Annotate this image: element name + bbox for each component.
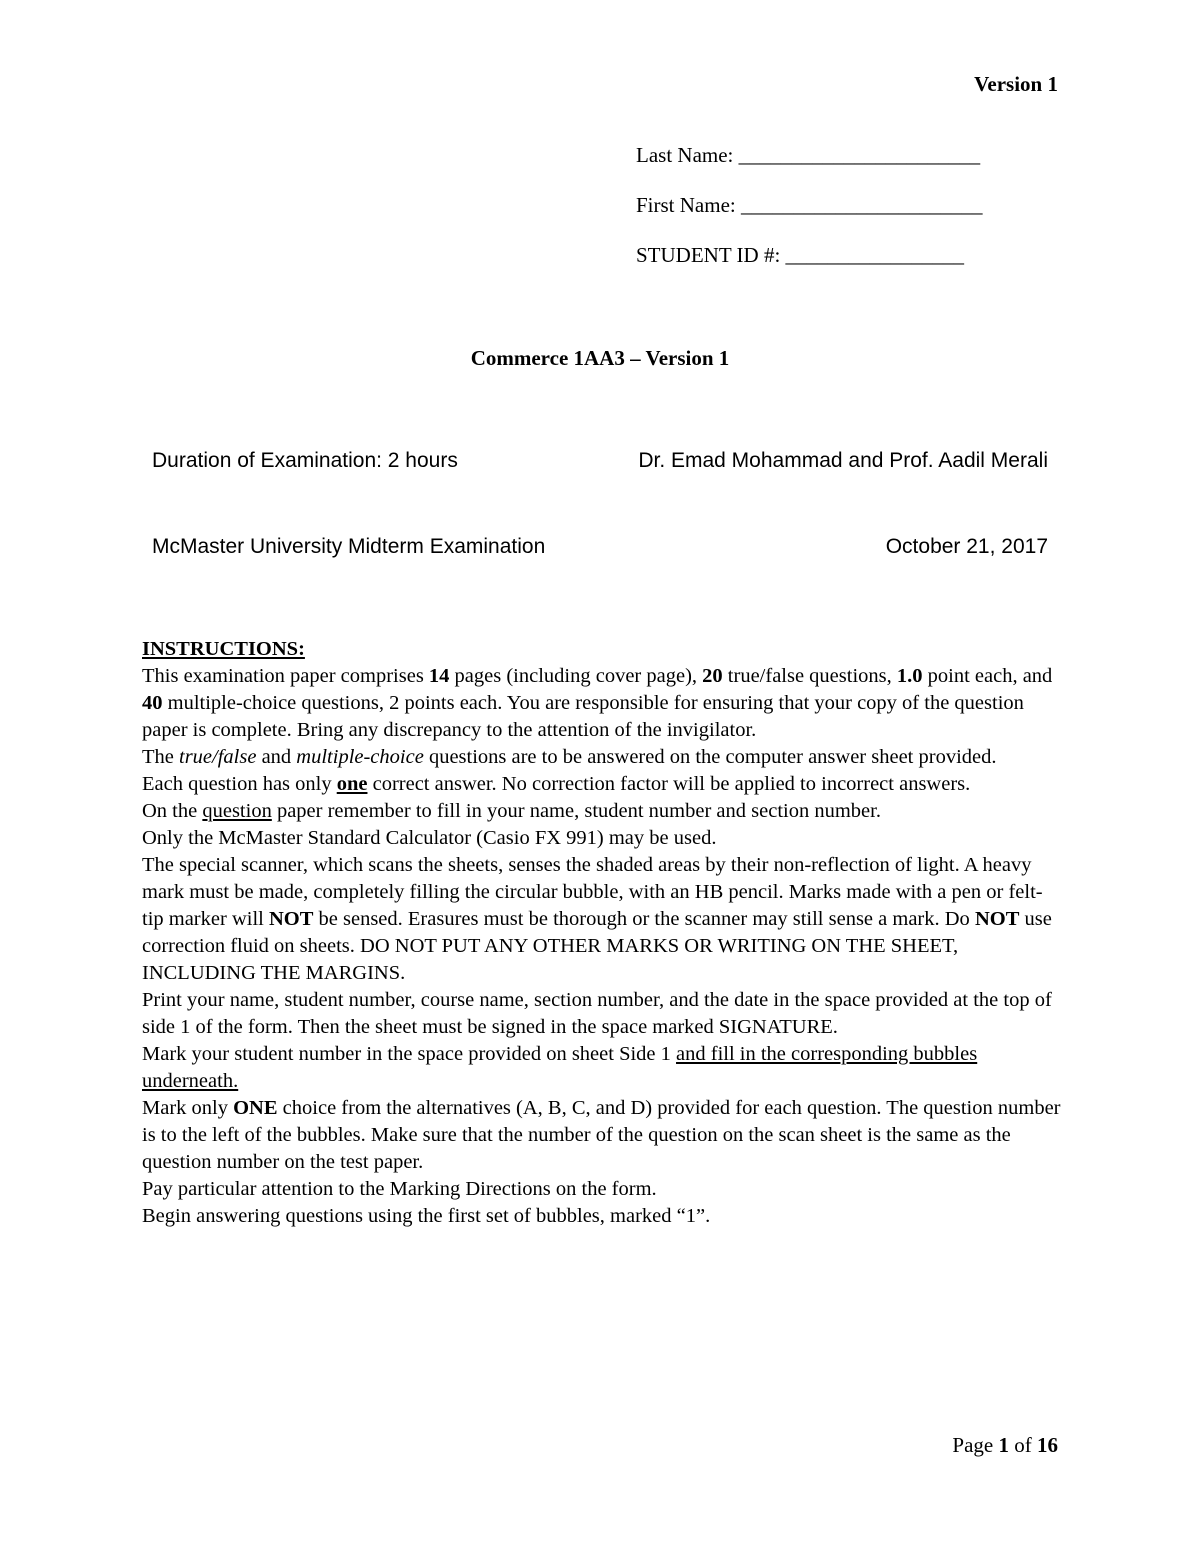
instructions-heading: INSTRUCTIONS: [142,638,305,660]
exam-title: Commerce 1AA3 – Version 1 [470,346,730,370]
first-name-field: First Name: _______________________ [636,193,983,217]
instructors-text: Dr. Emad Mohammad and Prof. Aadil Merali [638,449,1048,472]
student-id-field: STUDENT ID #: _________________ [636,243,965,267]
instruction-paragraph-3: Each question has only one correct answer. No correction factor will be applied to incorrect answers. [142,773,971,795]
exam-date-text: October 21, 2017 [885,535,1048,558]
meta-row-exam [152,535,1048,559]
instruction-paragraph-7: Print your name, student number, course name, section number, and the date in the space provided at the top of side 1 of the form. Then the sheet must be signed in the space marked SIGNATURE. [142,989,1052,1038]
instruction-paragraph-5: Only the McMaster Standard Calculator (Casio FX 991) may be used. [142,827,717,849]
instruction-paragraph-6: The special scanner, which scans the sheets, senses the shaded areas by their non-reflection of light. A heavy mark must be made, completely filling the circular bubble, with an HB pencil. Marks made with a pen or felt-tip marker will NOT be sensed. Erasures must be thorough or the scanner may still sense a mark. Do NOT use correction fluid on sheets. DO NOT PUT ANY OTHER MARKS OR WRITING ON THE SHEET, INCLUDING THE MARGINS. [142,854,1052,984]
version-label: Version 1 [974,72,1058,96]
instruction-paragraph-10: Pay particular attention to the Marking Directions on the form. [142,1178,657,1200]
instruction-paragraph-1: This examination paper comprises 14 pages (including cover page), 20 true/false questions, 1.0 point each, and 40 multiple-choice questions, 2 points each. You are responsible for ensuring that your copy of the question paper is complete. Bring any discrepancy to the attention of the invigilator. [142,665,1053,741]
last-name-field: Last Name: _______________________ [636,143,981,167]
exam-name-text: McMaster University Midterm Examination [152,535,546,558]
instruction-paragraph-2: The true/false and multiple-choice questions are to be answered on the computer answer sheet provided. [142,746,997,768]
instruction-paragraph-8: Mark your student number in the space provided on sheet Side 1 and fill in the corresponding bubbles underneath. [142,1043,978,1092]
instruction-paragraph-4: On the question paper remember to fill in your name, student number and section number. [142,800,881,822]
instruction-paragraph-11: Begin answering questions using the first set of bubbles, marked “1”. [142,1205,711,1227]
instructions-section [142,636,1062,1230]
instruction-paragraph-9: Mark only ONE choice from the alternatives (A, B, C, and D) provided for each question. The question number is to the left of the bubbles. Make sure that the number of the question on the scan sheet is the same as the question number on the test paper. [142,1097,1061,1173]
meta-row-duration [152,449,1048,473]
page-number: Page 1 of 16 [952,1433,1058,1457]
student-fields [636,143,983,293]
duration-text: Duration of Examination: 2 hours [152,449,458,472]
